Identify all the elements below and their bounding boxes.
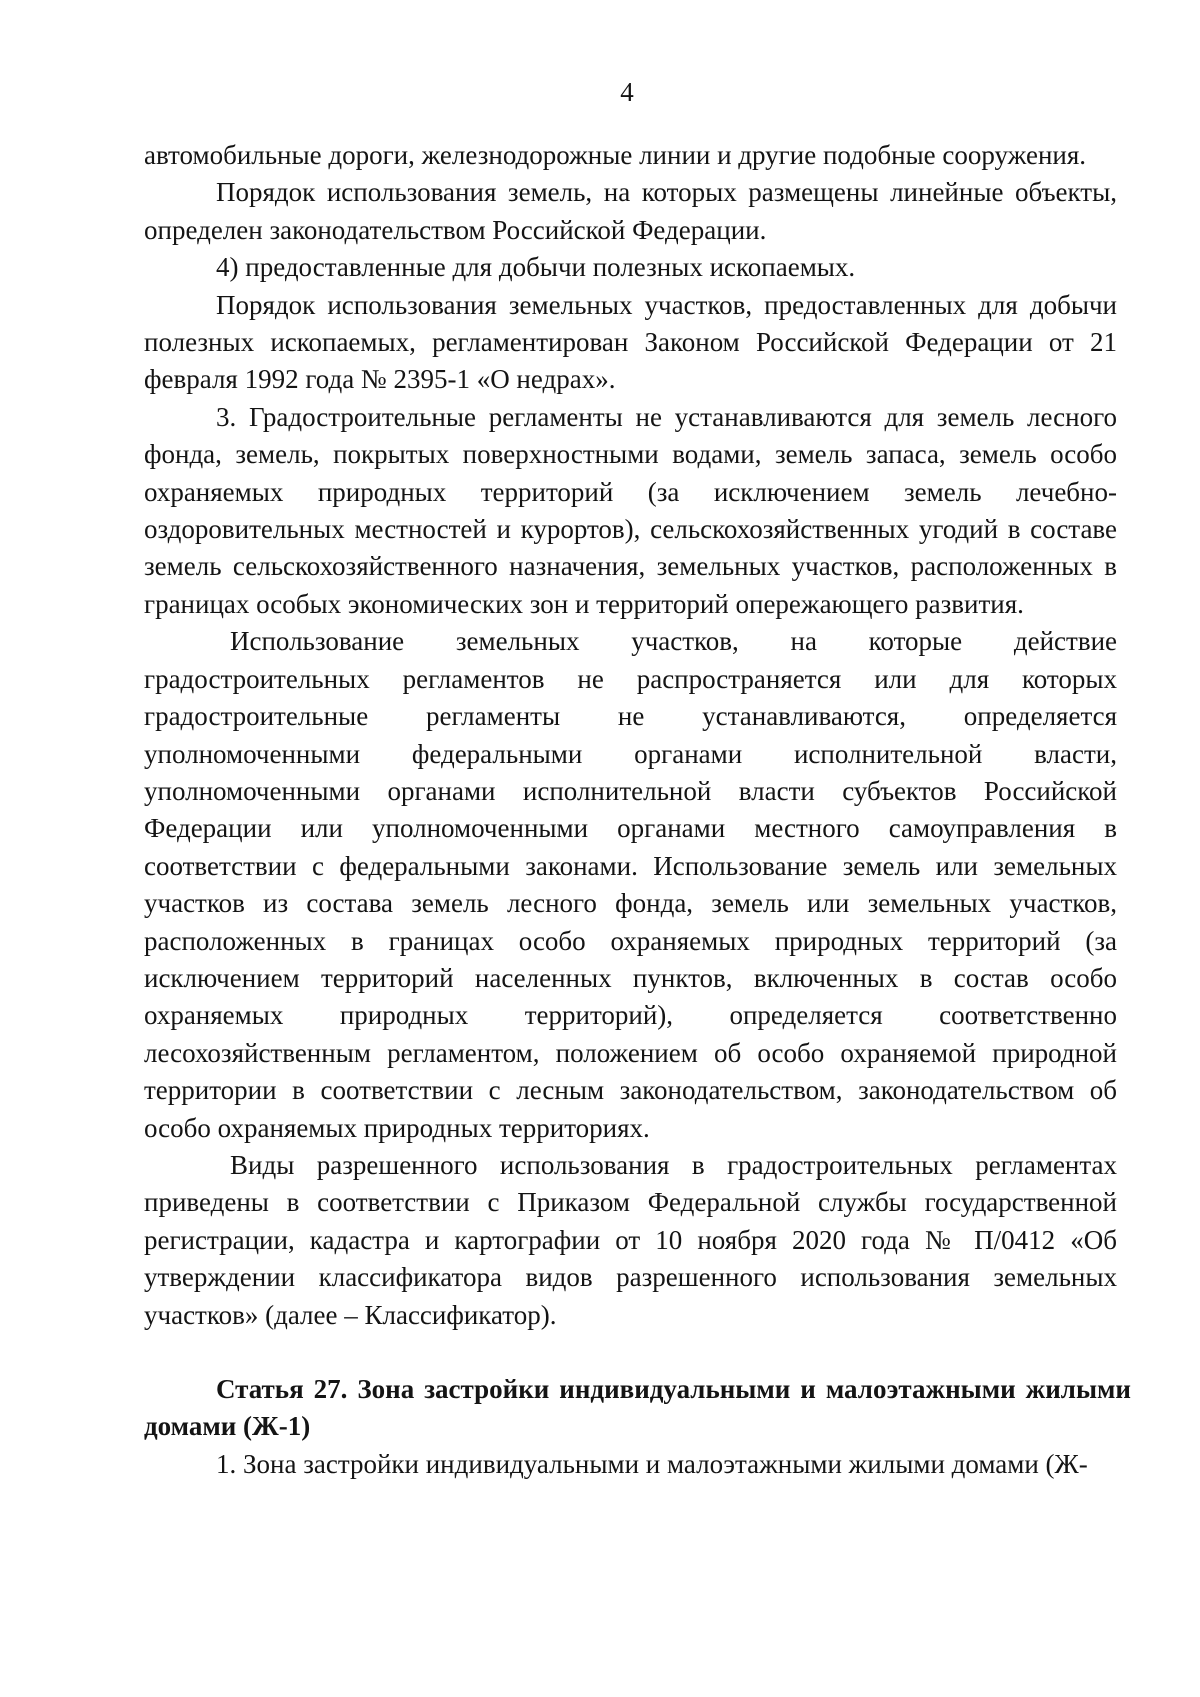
paragraph-item-3: 3. Градостроительные регламенты не устанавливаются для земель лесного фонда, земель, покрытых поверхностными водами, земель запаса, земель особо охраняемых природных территорий (за исключением земель лечебно-оздоровительных местностей и курортов), сельскохозяйственных угодий в составе земель сельскохозяйственного назначения, земельных участков, расположенных в границах особых экономических зон и территорий опережающего развития. [144, 401, 1117, 619]
article-heading: Статья 27. Зона застройки индивидуальными и малоэтажными жилыми домами (Ж-1) [144, 1374, 1131, 1442]
paragraph-mineral-extraction: Порядок использования земельных участков, предоставленных для добычи полезных ископаемых, регламентирован Законом Российской Федерации от 21 февраля 1992 года № 2395-1 «О недрах». [144, 289, 1117, 395]
paragraph-item-4: 4) предоставленные для добычи полезных ископаемых. [216, 252, 856, 283]
paragraph-classifier: Виды разрешенного использования в градостроительных регламентах приведены в соответствии с Приказом Федеральной службы государственной регистрации, кадастра и картографии от 10 ноября 2020 года № П/0412 «Об утверждении классификатора видов разрешенного использования земельных участков» (далее – Классификатор). [144, 1149, 1117, 1330]
page-number: 4 [620, 77, 634, 107]
paragraph-linear-objects: Порядок использования земель, на которых размещены линейные объекты, определен законодательством Российской Федерации. [144, 177, 1117, 245]
paragraph-continuation: автомобильные дороги, железнодорожные линии и другие подобные сооружения. [144, 140, 1087, 170]
paragraph-land-use: Использование земельных участков, на которые действие градостроительных регламентов не распространяется или для которых градостроительные регламенты не устанавливаются, определяется уполномоченными федеральными органами исполнительной власти, уполномоченными органами исполнительной власти субъектов Российской Федерации или уполномоченными органами местного самоуправления в соответствии с федеральными законами. Использование земель или земельных участков из состава земель лесного фонда, земель или земельных участков, расположенных в границах особо охраняемых природных территорий (за исключением территорий населенных пунктов, включенных в состав особо охраняемых природных территорий), определяется соответственно лесохозяйственным регламентом, положением об особо охраняемой природной территории в соответствии с лесным законодательством, законодательством об особо охраняемых природных территориях. [144, 626, 1117, 1143]
article-first-line: 1. Зона застройки индивидуальными и малоэтажными жилыми домами (Ж- [216, 1448, 1088, 1479]
document-body [144, 137, 1131, 1483]
